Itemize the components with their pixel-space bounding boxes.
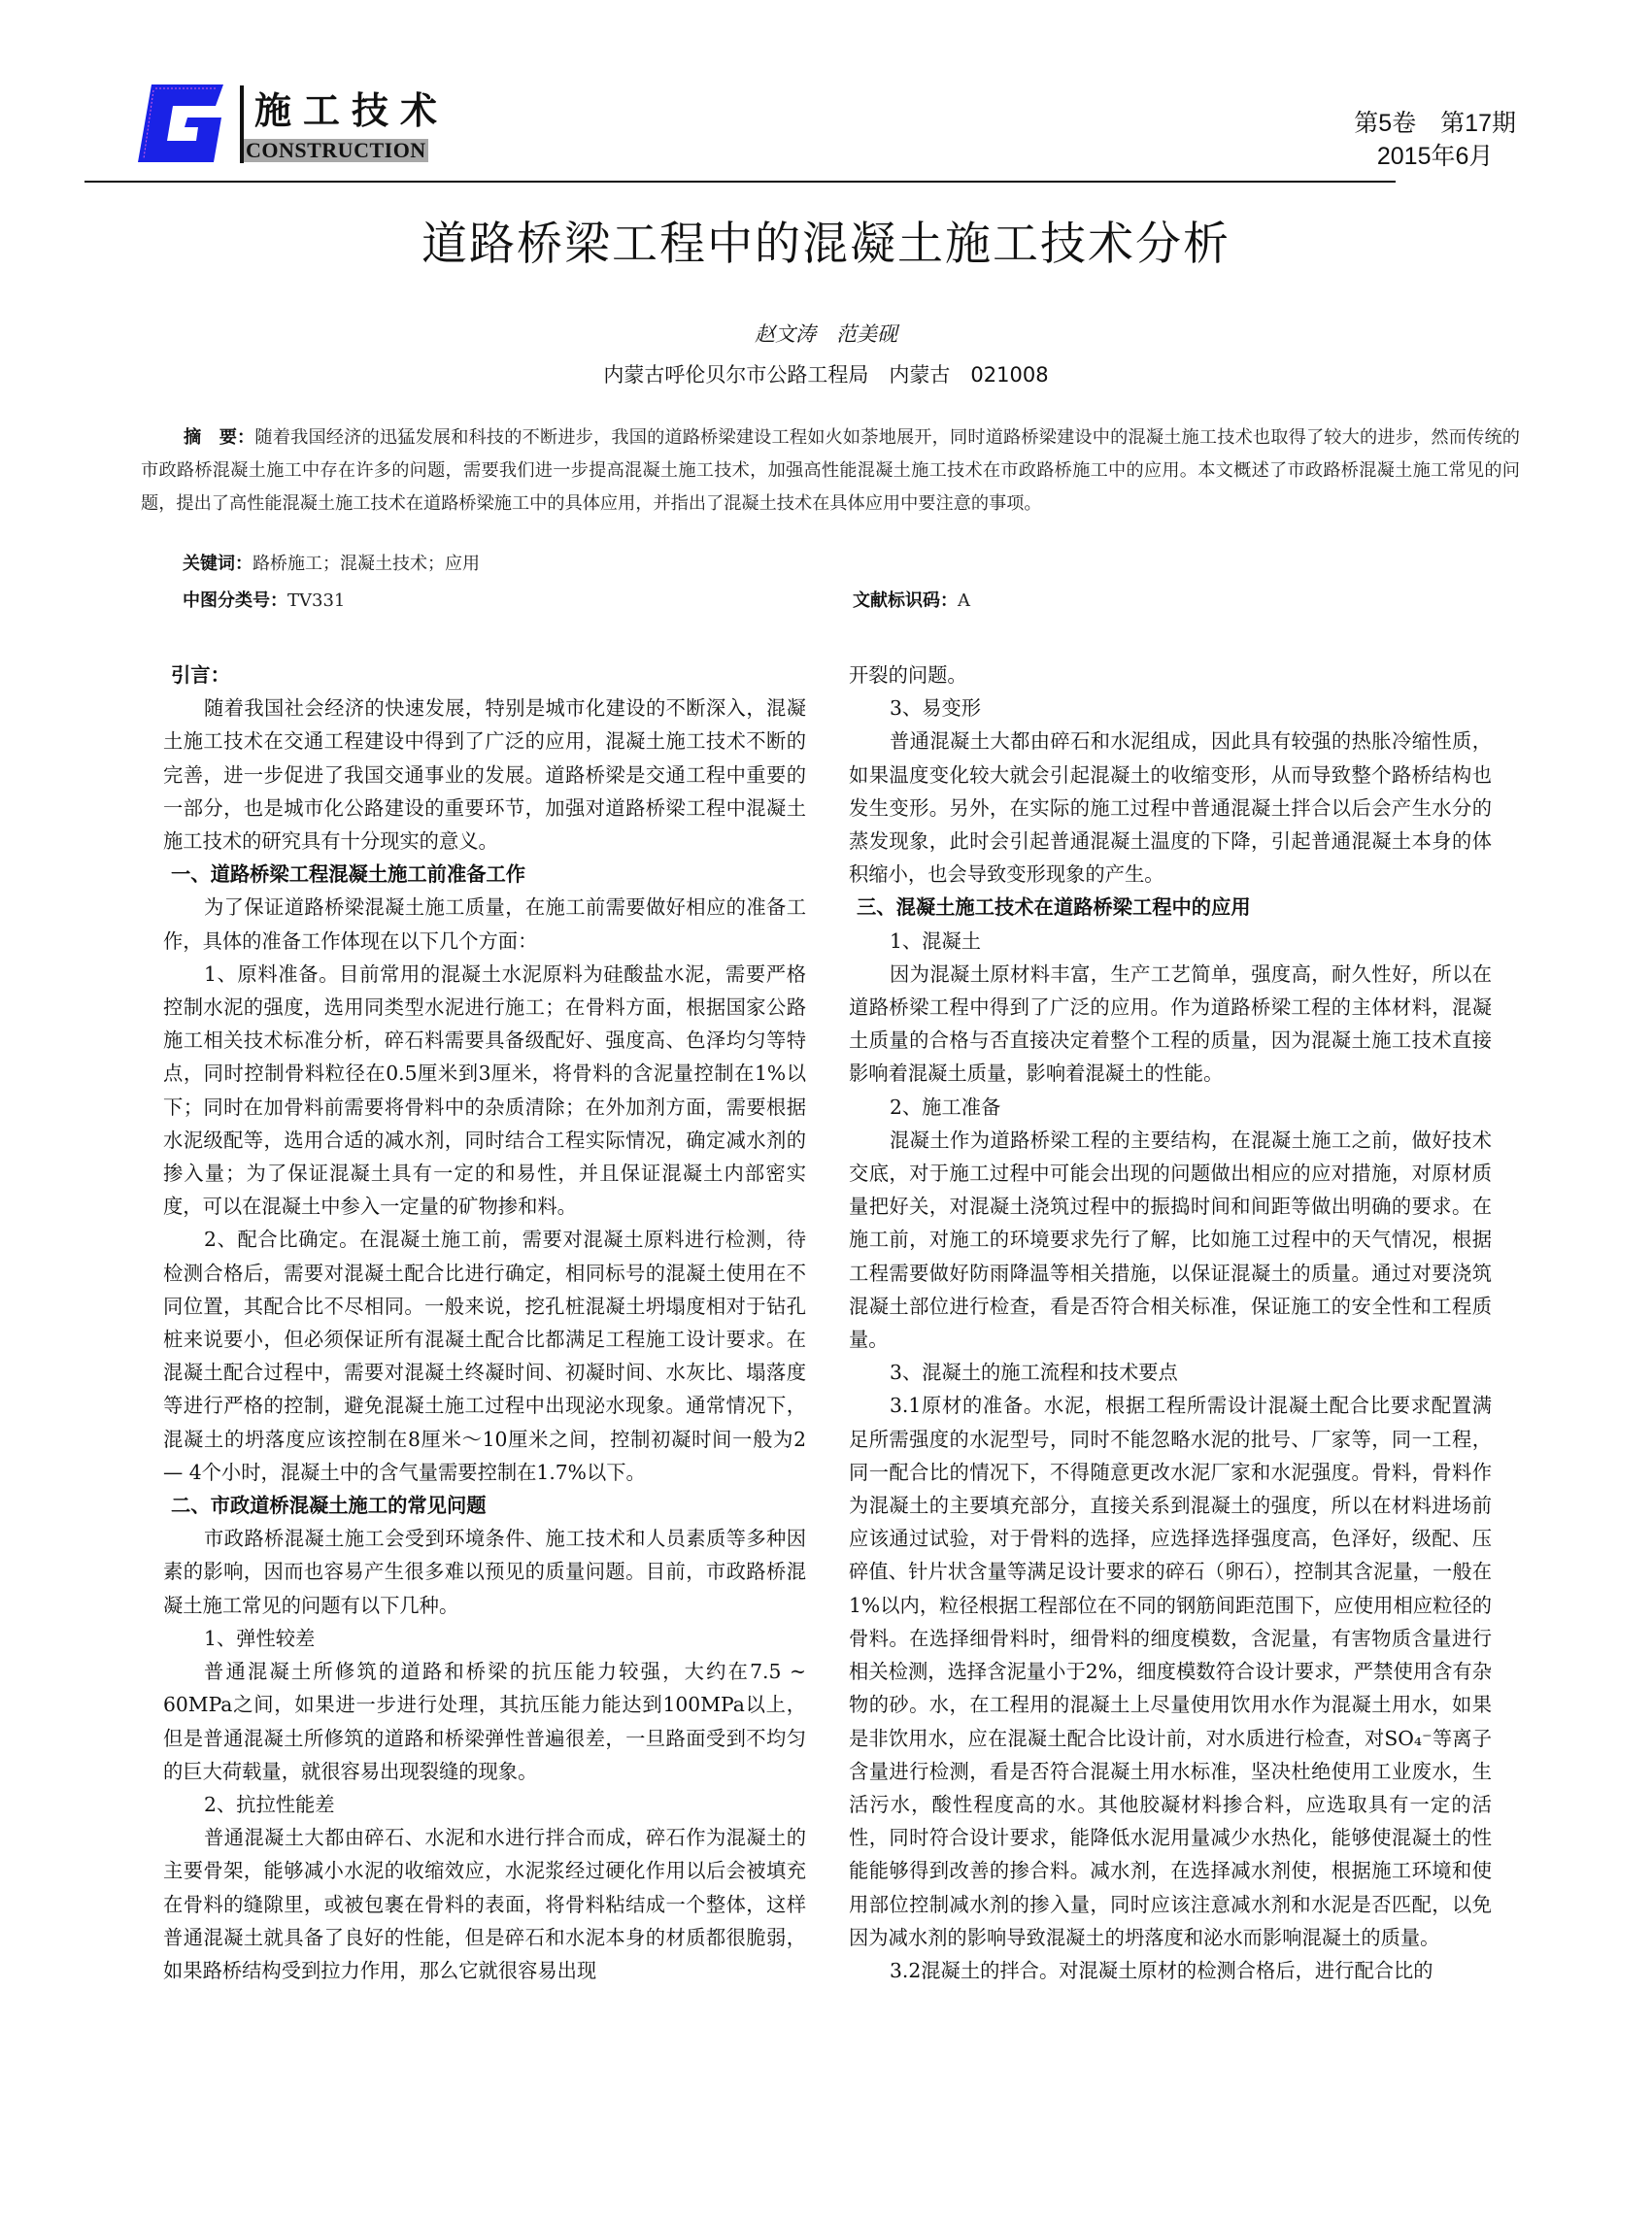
abstract-label: 摘 要： bbox=[184, 427, 255, 448]
body-paragraph: 因为混凝土原材料丰富，生产工艺简单，强度高，耐久性好，所以在道路桥梁工程中得到了广泛的应用。作为道路桥梁工程的主体材料，混凝土质量的合格与否直接决定着整个工程的质量，因为混凝土施工技术直接影响着混凝土质量，影响着混凝土的性能。 bbox=[849, 961, 1492, 1086]
doc-code-value: A bbox=[958, 590, 970, 611]
classification-number bbox=[183, 587, 345, 616]
doc-code-label: 文献标识码： bbox=[853, 590, 958, 611]
subsection-heading: 3、混凝土的施工流程和技术要点 bbox=[890, 1361, 1178, 1385]
subsection-heading: 2、抗拉性能差 bbox=[204, 1792, 335, 1816]
keywords-text: 路桥施工；混凝土技术；应用 bbox=[253, 554, 480, 574]
journal-logo-icon bbox=[138, 83, 225, 165]
subsection-heading: 1、弹性较差 bbox=[204, 1626, 316, 1650]
author-affiliation: 内蒙古呼伦贝尔市公路工程局 内蒙古 021008 bbox=[603, 363, 1049, 387]
section-heading: 二、市政道桥混凝土施工的常见问题 bbox=[171, 1494, 487, 1518]
abstract bbox=[141, 422, 1520, 521]
section-heading: 引言： bbox=[171, 663, 230, 687]
body-paragraph: 2、配合比确定。在混凝土施工前，需要对混凝土原料进行检测，待检测合格后，需要对混凝土配合比进行确定，相同标号的混凝土使用在不同位置，其配合比不尽相同。一般来说，挖孔桩混凝土坍塌度相对于钻孔桩来说要小，但必须保证所有混凝土配合比都满足工程施工设计要求。在混凝土配合过程中，需要对混凝土终凝时间、初凝时间、水灰比、塌落度等进行严格的控制，避免混凝土施工过程中出现泌水现象。通常情况下，混凝土的坍落度应该控制在8厘米～10厘米之间，控制初凝时间一般为2 — 4个小时，混凝土中的含气量需要控制在1.7%以下。 bbox=[163, 1228, 806, 1484]
abstract-text: 随着我国经济的迅猛发展和科技的不断进步，我国的道路桥梁建设工程如火如荼地展开，同时道路桥梁建设中的混凝土施工技术也取得了较大的进步，然而传统的市政路桥混凝土施工中存在许多的问题，需要我们进一步提高混凝土施工技术，加强高性能混凝土施工技术在市政路桥施工中的应用。本文概述了市政路桥混凝土施工常见的问题，提出了高性能混凝土施工技术在道路桥梁施工中的具体应用，并指出了混凝土技术在具体应用中要注意的事项。 bbox=[141, 427, 1520, 514]
body-paragraph: 3.2混凝土的拌合。对混凝土原材的检测合格后，进行配合比的 bbox=[890, 1958, 1433, 1982]
volume-issue: 第5卷 第17期 bbox=[1354, 110, 1516, 137]
issue-info bbox=[1354, 107, 1516, 173]
body-paragraph: 为了保证道路桥梁混凝土施工质量，在施工前需要做好相应的准备工作，具体的准备工作体现在以下几个方面： bbox=[163, 895, 806, 953]
article-title: 道路桥梁工程中的混凝土施工技术分析 bbox=[421, 218, 1231, 271]
body-paragraph: 随着我国社会经济的快速发展，特别是城市化建设的不断深入，混凝土施工技术在交通工程建设中得到了广泛的应用，混凝土施工技术不断的完善，进一步促进了我国交通事业的发展。道路桥梁是交通工程中重要的一部分，也是城市化公路建设的重要环节，加强对道路桥梁工程中混凝土施工技术的研究具有十分现实的意义。 bbox=[163, 696, 806, 854]
article-authors: 赵文涛 范美砚 bbox=[755, 322, 897, 346]
body-paragraph: 普通混凝土大都由碎石、水泥和水进行拌合而成，碎石作为混凝土的主要骨架，能够减小水泥的收缩效应，水泥浆经过硬化作用以后会被填充在骨料的缝隙里，或被包裹在骨料的表面，将骨料粘结成一个整体，这样普通混凝土就具备了良好的性能，但是碎石和水泥本身的材质都很脆弱，如果路桥结构受到拉力作用，那么它就很容易出现 bbox=[163, 1826, 806, 1982]
keywords bbox=[183, 550, 480, 579]
header-rule bbox=[84, 181, 1396, 183]
body-paragraph: 普通混凝土大都由碎石和水泥组成，因此具有较强的热胀冷缩性质，如果温度变化较大就会引起混凝土的收缩变形，从而导致整个路桥结构也发生变形。另外，在实际的施工过程中普通混凝土拌合以后会产生水分的蒸发现象，此时会引起普通混凝土温度的下降，引起普通混凝土本身的体积缩小，也会导致变形现象的产生。 bbox=[849, 729, 1492, 887]
journal-name-en: CONSTRUCTION bbox=[246, 138, 426, 162]
document-code bbox=[853, 587, 970, 616]
body-paragraph: 开裂的问题。 bbox=[849, 663, 967, 687]
subsection-heading: 1、混凝土 bbox=[890, 928, 982, 953]
clc-value: TV331 bbox=[287, 590, 346, 611]
keywords-label: 关键词： bbox=[183, 554, 253, 574]
clc-label: 中图分类号： bbox=[183, 590, 287, 611]
journal-logo bbox=[138, 83, 225, 165]
section-heading: 三、混凝土施工技术在道路桥梁工程中的应用 bbox=[857, 895, 1251, 920]
section-heading: 一、道路桥梁工程混凝土施工前准备工作 bbox=[171, 862, 526, 887]
publication-date: 2015年6月 bbox=[1376, 143, 1494, 170]
body-paragraph: 普通混凝土所修筑的道路和桥梁的抗压能力较强，大约在7.5 ~ 60MPa之间，如果进一步进行处理，其抗压能力能达到100MPa以上，但是普通混凝土所修筑的道路和桥梁弹性普遍很差，一旦路面受到不均匀的巨大荷载量，就很容易出现裂缝的现象。 bbox=[163, 1660, 806, 1783]
body-paragraph: 混凝土作为道路桥梁工程的主要结构，在混凝土施工之前，做好技术交底，对于施工过程中可能会出现的问题做出相应的应对措施，对原材质量把好关，对混凝土浇筑过程中的振捣时间和间距等做出明确的要求。在施工前，对施工的环境要求先行了解，比如施工过程中的天气情况，根据工程需要做好防雨降温等相关措施，以保证混凝土的质量。通过对要浇筑混凝土部位进行检查，看是否符合相关标准，保证施工的安全性和工程质量。 bbox=[849, 1128, 1492, 1352]
subsection-heading: 3、易变形 bbox=[890, 696, 982, 721]
journal-name-cn: 施工技术 bbox=[254, 89, 450, 132]
body-column-left bbox=[163, 658, 806, 1987]
body-paragraph: 市政路桥混凝土施工会受到环境条件、施工技术和人员素质等多种因素的影响，因而也容易产生很多难以预见的质量问题。目前，市政路桥混凝土施工常见的问题有以下几种。 bbox=[163, 1527, 806, 1617]
body-paragraph: 1、原料准备。目前常用的混凝土水泥原料为硅酸盐水泥，需要严格控制水泥的强度，选用同类型水泥进行施工；在骨料方面，根据国家公路施工相关技术标准分析，碎石料需要具备级配好、强度高、色泽均匀等特点，同时控制骨料粒径在0.5厘米到3厘米，将骨料的含泥量控制在1%以下；同时在加骨料前需要将骨料中的杂质清除；在外加剂方面，需要根据水泥级配等，选用合适的减水剂，同时结合工程实际情况，确定减水剂的掺入量；为了保证混凝土具有一定的和易性，并且保证混凝土内部密实度，可以在混凝土中参入一定量的矿物掺和料。 bbox=[163, 961, 806, 1219]
subsection-heading: 2、施工准备 bbox=[890, 1095, 1001, 1119]
body-paragraph: 3.1原材的准备。水泥，根据工程所需设计混凝土配合比要求配置满足所需强度的水泥型号，同时不能忽略水泥的批号、厂家等，同一工程，同一配合比的情况下，不得随意更改水泥厂家和水泥强度。骨料，骨料作为混凝土的主要填充部分，直接关系到混凝土的强度，所以在材料进场前应该通过试验，对于骨料的选择，应选择选择强度高，色泽好，级配、压碎值、针片状含量等满足设计要求的碎石（卵石），控制其含泥量，一般在1%以内，粒径根据工程部位在不同的钢筋间距范围下，应使用相应粒径的骨料。在选择细骨料时，细骨料的细度模数，含泥量，有害物质含量进行相关检测，选择含泥量小于2%，细度模数符合设计要求，严禁使用含有杂物的砂。水，在工程用的混凝土上尽量使用饮用水作为混凝土用水，如果是非饮用水，应在混凝土配合比设计前，对水质进行检查，对SO₄⁻等离子含量进行检测，看是否符合混凝土用水标准，坚决杜绝使用工业废水，生活污水，酸性程度高的水。其他胶凝材料掺合料，应选取具有一定的活性，同时符合设计要求，能降低水泥用量减少水热化，能够使混凝土的性能能够得到改善的掺合料。减水剂，在选择减水剂使，根据施工环境和使用部位控制减水剂的掺入量，同时应该注意减水剂和水泥是否匹配，以免因为减水剂的影响导致混凝土的坍落度和泌水而影响混凝土的质量。 bbox=[849, 1394, 1492, 1949]
body-column-right bbox=[849, 658, 1492, 1987]
